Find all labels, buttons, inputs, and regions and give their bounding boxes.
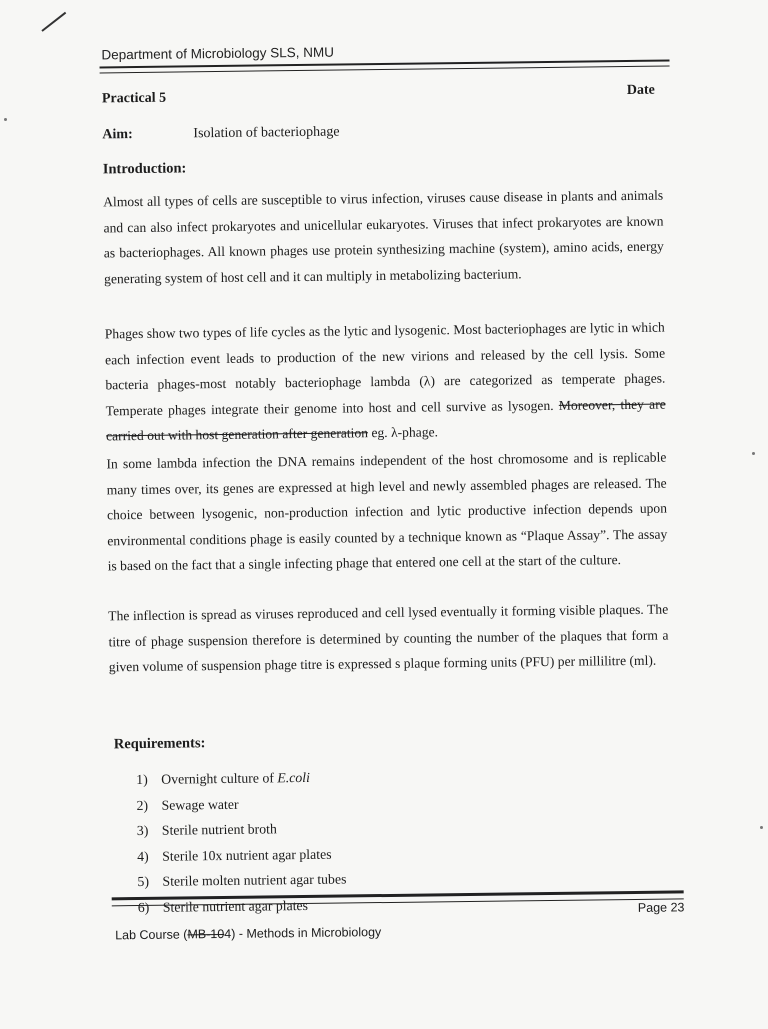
- introduction-heading: Introduction:: [102, 160, 187, 178]
- department-header: Department of Microbiology SLS, NMU: [101, 44, 335, 63]
- aim-label: Aim:: [102, 127, 133, 143]
- course-struck-code: MB-10: [187, 926, 225, 942]
- item-number: 6): [137, 899, 150, 915]
- item-text: Sterile molten nutrient agar tubes: [162, 871, 347, 889]
- item-text: Sterile nutrient agar plates: [162, 897, 309, 915]
- intro-paragraph-3: In some lambda infection the DNA remains independent of the host chromosome and is replicable many times over, its genes are expressed at high level and newly assembled phages are released. The choice between lysogenic, non-production infection and lytic productive infection depends upon environmental conditions phage is easily counted by a technique known as “Plaque Assay”. The assay is based on the fact that a single infecting phage that entered one cell at the start of the culture.: [106, 449, 668, 574]
- course-footer: [115, 925, 381, 942]
- struck-text: Moreover, they are carried out with host generation after generation: [105, 396, 666, 444]
- date-label: Date: [626, 82, 655, 99]
- intro-paragraph-2: [105, 315, 667, 449]
- item-number: 2): [136, 797, 149, 813]
- list-item: [137, 841, 346, 869]
- list-item: [136, 790, 345, 818]
- header-rule: [100, 59, 670, 73]
- practical-title: Practical 5: [101, 90, 167, 107]
- list-item: [137, 866, 346, 894]
- item-text: Sterile nutrient broth: [161, 821, 277, 838]
- paragraph-2-end: eg. λ-phage.: [371, 424, 439, 441]
- item-text: Overnight culture of: [161, 770, 278, 787]
- item-text: Sterile 10x nutrient agar plates: [162, 846, 332, 864]
- item-number: 1): [136, 771, 148, 788]
- course-prefix: Lab Course (: [115, 927, 188, 943]
- intro-paragraph-1: Almost all types of cells are susceptible to virus infection, viruses cause disease in plants and animals and can also infect prokaryotes and unicellular eukaryotes. Viruses that infect prokaryotes are known as bacteriophages. All known phages use protein synthesizing machine (system), amino acids, energy generating system of host cell and it can multiply in metabolizing bacterium.: [103, 187, 664, 286]
- requirements-heading: Requirements:: [113, 735, 206, 753]
- item-number: 5): [137, 873, 150, 890]
- paragraph-2-main: Phages show two types of life cycles as the lytic and lysogenic. Most bacteriophages are lytic in which each infection event leads to production of the new virions and released by the cell lysis. Some bacteria phages-most notably bacteriophage lambda (λ) are categorized as temperate phages. Temperate phages integrate their genome into host and cell survive as lysogen.: [104, 319, 666, 418]
- course-suffix: 4) - Methods in Microbiology: [224, 925, 382, 941]
- aim-text: Isolation of bacteriophage: [193, 124, 340, 142]
- item-number: 3): [136, 822, 149, 839]
- item-number: 4): [137, 848, 149, 864]
- item-italic-text: E.coli: [277, 769, 311, 786]
- list-item: [136, 764, 345, 792]
- item-text: Sewage water: [161, 796, 239, 813]
- intro-paragraph-4: The inflection is spread as viruses reproduced and cell lysed eventually it forming visible plaques. The titre of phage suspension therefore is determined by counting the number of the plaques that form a given volume of suspension phage titre is expressed s plaque forming units (PFU) per millilitre (ml).: [108, 601, 669, 675]
- page-number: Page 23: [637, 900, 685, 915]
- list-item: [137, 815, 346, 843]
